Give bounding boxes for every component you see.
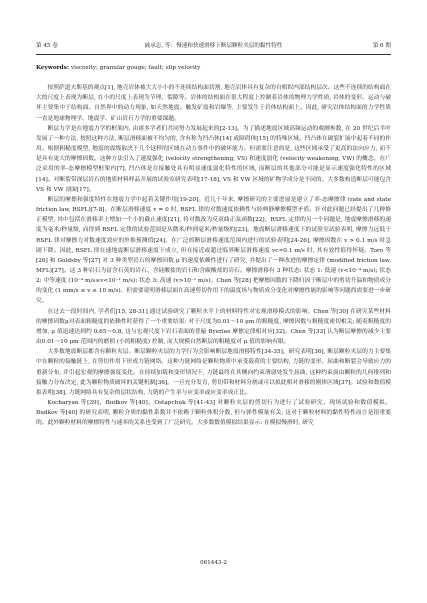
paragraph-2: 断层力学是在地震力学的框架内, 由诸多学者们共同努力发展起来的[2-13]。为了描述地震区域高频运动的观测参数, 在 20 世纪后半叶发展了一种方法, 按照这种方法, 断层滑移面被不均匀的, 含有称为凹凸体[14] 或障碍体[15] 的特殊区域。凹凸体在破裂扩展中起着不同的作用。根据粗糙度模型, 地震的震级取决于几个这样的区域在动力事件中的破坏能力。但需要注意的是, 这些区域承受了更高的法向应力, 而不是具有更大的摩擦因数。这种方法引入了速度强化 (velocity strengthening, VS) 和速度弱化 (velocity weakening, VW) 的概念。在广泛采用的率-态摩擦模型框架内[7], 凹凸体是在接触处具有明显速度弱化特性的区域, 而断层的其他部分可能是显示速度强化特性的区域[14]。对断裂带深层岩石的地质材料样品开展的试验室研究表明[17-18], VS 和 VW 区域的矿物学成分是不同的。大多数构造断层可能包含 VS 和 VW 剖面[17]。: [36, 125, 391, 193]
paragraph-3: 断层的摩擦和强度特性在地震力学中起着关键作用[19-20]。近几十年来, 摩擦研究的主要进展是建立了率-态摩擦律 (rate and state friction law, RSFL)[7-8]。在断层滑移速度 v = 0 时, RSFL 律的对数速度依赖性与经典静摩擦模型矛盾。针对此问题已经提出了几种修正模型, 其中包括在滑移率上增加一个小的截止速度[21], 将对数改为反双曲正弦函数[22]。RSFL 定律的另一个问题是, 地震摩擦滑移的速度为毫米/秒量级, 而得到 RSFL 定律的试验范围是从微米/秒到毫米/秒量级的[23]。地震断层滑移速度下的试验室试验表明, 摩擦力远低于 RSFL 律对摩擦力对数速度效应的外推预测值[24]。在广泛的断层滑移速度范围内进行的试验表明[24-26], 摩擦因数在 v > 0.1 m/s 时急剧下降。因此, RSFL 律在速地震断层滑移速度下成立, 但在接近或超过临界断层滑移速度 vc≈0.1 m/s 时, 其有效性值得怀疑。Toro 等[26] 和 Goldsby 等[27] 对 3 种类型岩石的摩擦因数 μ 的速度依赖性进行了研究, 并提出了一种改进的摩擦定律 (modified friction law, MFL)[27]。这 3 种岩石为富含石英的岩石、含硅酸盐的岩石和含碳酸盐的岩石。摩擦滑移有 3 种状态: 状态 1: 低速 (v<10⁻⁴ m/s); 状态 2: 中等速度 (10⁻⁴ m/s≤v<10⁻¹ m/s); 状态 3: 高速 (v>10⁻¹ m/s)。Chen 等[28] 把摩擦因数的下降归因于断层中的剪切升温和物质成分的变化 (1 mm/s ≤ v ≤ 10 m/s)。但需要说明滑移层面在高速剪切作用下的温度场与物质成分变化对摩擦性能的影响等问题尚需要进一步研究。: [36, 196, 391, 305]
paragraph-4: 在过去一段时间内, 学者们[15, 28-31] 通过试验研究了颗粒水平上的材料特性对宏观滑移模式的影响。Chen 等[30] 在研究某些材料的摩擦因数μ对表面粗糙度的依赖性时获得了一个重要结果: 对于尺度为0.01～10 μm 的粗糙度, 摩擦因数与粗糙度密切相关; 随着粗糙度的增加, μ 值迅速达到约 0.65～0.8, 这与宏观尺度下岩石表面的普遍 Byerlee 摩擦定律相对应[32]。Chen 等[33] 认为断层摩擦的减少主要由0.01～10 μm 范围内的磨损 (小的粗糙度) 控制, 而大规模自然断层的粗糙度对 μ 值的影响有限。: [36, 308, 391, 346]
keywords-line: [36, 63, 391, 73]
keywords-label: Keywords:: [36, 65, 70, 71]
page-number: 061443-2: [200, 560, 227, 566]
header-rule: [36, 54, 391, 55]
paragraph-1: 按照萨道夫斯基的观点[1], 地壳岩体被大大小小的不连续结构面切割, 地壳岩体具有复杂的自相似内部结构层次。这些不连续的结构面在大的尺度上表现为断层, 在小的尺度上表现为节理、裂隙等。岩体的结构面在很大程度上控制着岩体的物理力学性质, 岩体的变形、运动与破坏主要集中于结构面。自然界中的动力现象, 如天然地震、触发矿震和岩爆等, 主要发生于岩体结构面上。因此, 研究岩体结构面的力学性质一直是地球物理学、地震学、矿山岩石力学的重要课题。: [36, 85, 391, 122]
volume-label: 第 45 卷: [36, 43, 58, 49]
keywords-text: viscosity; granular gouge; fault; slip velocity: [70, 65, 201, 71]
running-title: 戚承志, 等：慢速和快速滑移下断层颗粒夹层的黏性特性: [144, 43, 283, 49]
paragraph-6: Kocharyan 等[39]、Budkov 等[40]、Ostapchuk 等[41-43] 对颗粒夹层的剪切行为进行了试验研究、现场试验和数值模拟。Budkov 等[40] 的研究表明, 颗粒介质的黏性系数并不依赖于颗粒体积分数, 但与弹性模量有关, 这对于颗粒材料的黏性特性而言是很重要的。此外颗粒材料的摩擦特性与速率的关系也受到了广泛研究。大多数数值模拟结果显示: 在模拟慢滑时, 研究: [36, 400, 391, 427]
running-header: [36, 40, 391, 52]
article-body: [36, 63, 391, 428]
paragraph-5: 大多数地震断层都含有颗粒夹层。断层颗粒夹层的力学行为会影响断层地震滑移特性[34-35]。研究表明[36], 断层颗粒夹层的力主要集中在颗粒的接触链上, 在剪切作用下形成力链网络。这种力链网络是颗粒物质中承受载荷的主要结构, 力链的变形、屈曲和断裂会导致应力的重新分布, 并引起宏观的摩擦强度变化。在持续加载和变形情况下, 力链最终在其侧向约束薄弱处发生屈曲, 这种约束弱由颗粒的几何排列和接触力分布决定, 此为颗粒物质破坏的关键机制[36]。一旦充分发育, 剪切带和材料分割或可以拟此相对滑移的刚体区域[37]。试验和数值模拟表明[38], 力链网络具有复杂的层状结构, 力链的产生率与应变率或应变率成正比。: [36, 349, 391, 396]
issue-label: 第 6 期: [372, 43, 391, 49]
